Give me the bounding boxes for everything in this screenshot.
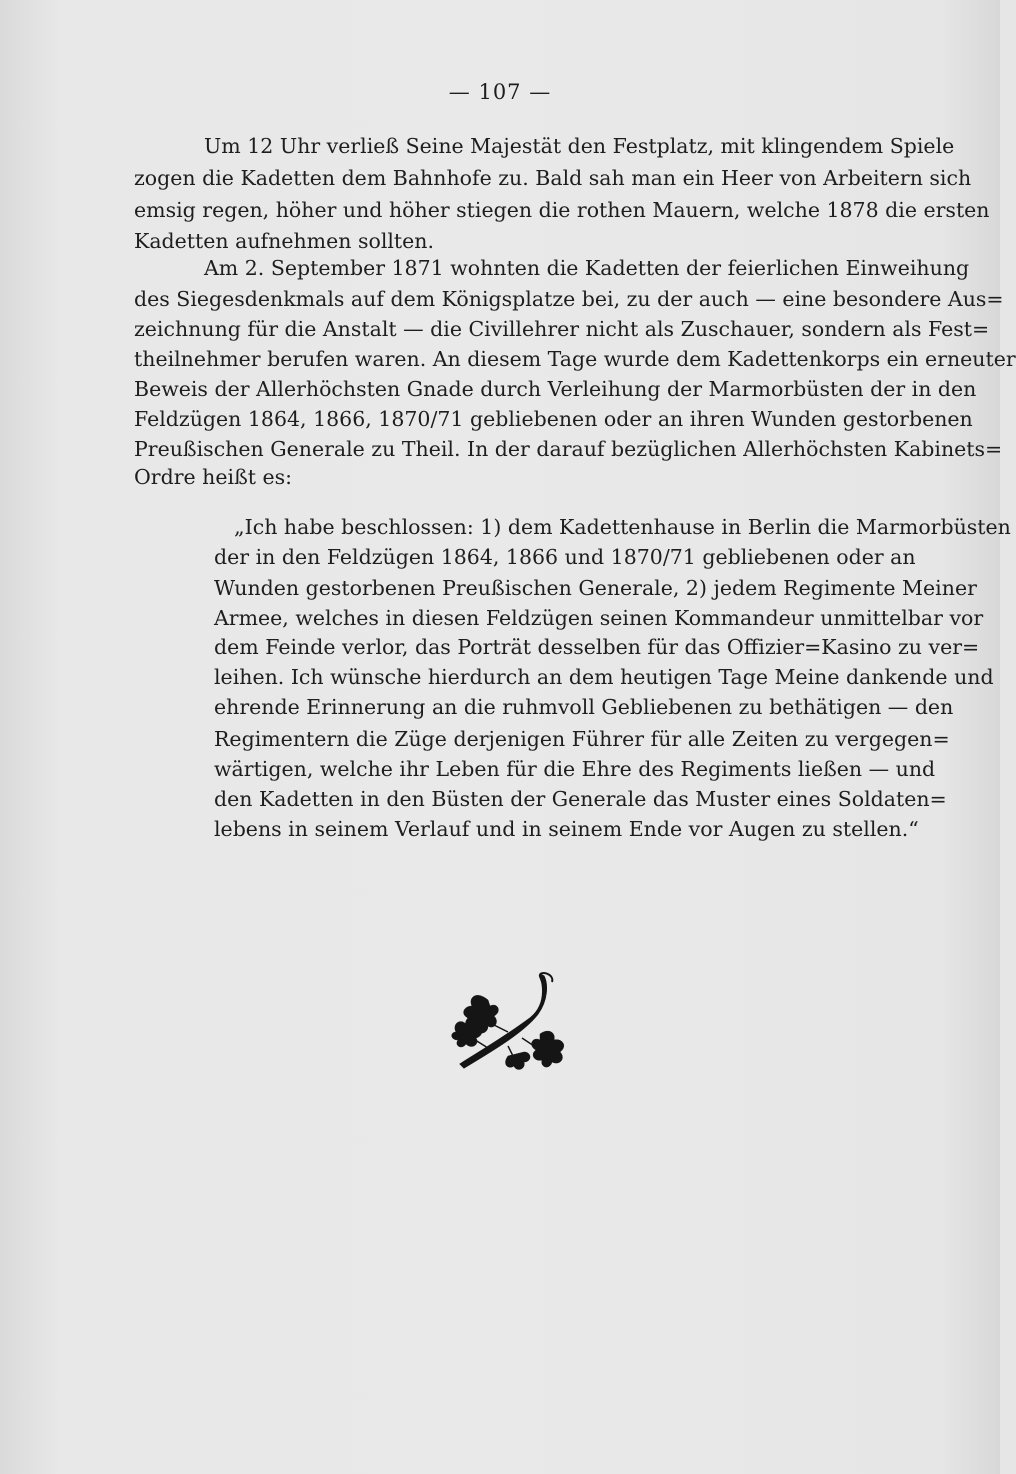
paragraph-2-line: Ordre heißt es: (134, 465, 293, 489)
quote-line: leihen. Ich wünsche hierdurch an dem heutigen Tage Meine dankende und (214, 665, 994, 689)
quote-line: „Ich habe beschlossen: 1) dem Kadettenhause in Berlin die Marmorbüsten (234, 515, 1011, 539)
quote-line: wärtigen, welche ihr Leben für die Ehre des Regiments ließen — und (214, 757, 936, 781)
quote-line: dem Feinde verlor, das Porträt desselben für das Offizier=Kasino zu ver= (214, 635, 980, 659)
quote-line: Armee, welches in diesen Feldzügen seinen Kommandeur unmittelbar vor (214, 606, 984, 630)
oak-branch-ornament-icon (448, 972, 576, 1072)
quote-line: lebens in seinem Verlauf und in seinem Ende vor Augen zu stellen.“ (214, 817, 919, 841)
quote-line: Wunden gestorbenen Preußischen Generale, 2) jedem Regimente Meiner (214, 576, 977, 600)
paragraph-2-line: Preußischen Generale zu Theil. In der darauf bezüglichen Allerhöchsten Kabinets= (134, 437, 1003, 461)
paragraph-1-line: emsig regen, höher und höher stiegen die rothen Mauern, welche 1878 die ersten (134, 198, 990, 222)
paragraph-2-line: Feldzügen 1864, 1866, 1870/71 gebliebenen oder an ihren Wunden gestorbenen (134, 407, 973, 431)
quote-line: ehrende Erinnerung an die ruhmvoll Gebliebenen zu bethätigen — den (214, 695, 954, 719)
paragraph-1-line: Um 12 Uhr verließ Seine Majestät den Festplatz, mit klingendem Spiele (204, 134, 955, 158)
paragraph-2-line: des Siegesdenkmals auf dem Königsplatze bei, zu der auch — eine besondere Aus= (134, 287, 1004, 311)
paragraph-2-line: theilnehmer berufen waren. An diesem Tage wurde dem Kadettenkorps ein erneuter (134, 347, 1016, 371)
quote-line: Regimentern die Züge derjenigen Führer für alle Zeiten zu vergegen= (214, 727, 950, 751)
quote-line: den Kadetten in den Büsten der Generale das Muster eines Soldaten= (214, 787, 947, 811)
quote-line: der in den Feldzügen 1864, 1866 und 1870/71 gebliebenen oder an (214, 545, 916, 569)
paragraph-2-line: zeichnung für die Anstalt — die Civillehrer nicht als Zuschauer, sondern als Fest= (134, 317, 990, 341)
paragraph-2-line: Am 2. September 1871 wohnten die Kadetten der feierlichen Einweihung (204, 256, 970, 280)
paragraph-1-line: zogen die Kadetten dem Bahnhofe zu. Bald sah man ein Heer von Arbeitern sich (134, 166, 972, 190)
paragraph-1-line: Kadetten aufnehmen sollten. (134, 229, 435, 253)
paragraph-2-line: Beweis der Allerhöchsten Gnade durch Verleihung der Marmorbüsten der in den (134, 377, 977, 401)
page-number: — 107 — (448, 80, 552, 104)
